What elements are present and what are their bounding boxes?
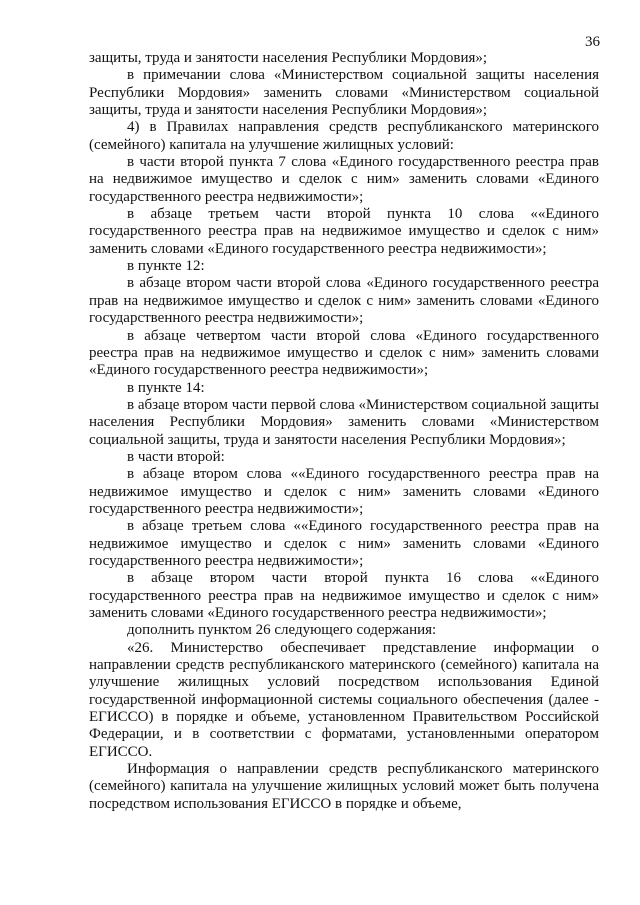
- paragraph: в части второй:: [127, 448, 225, 465]
- paragraph: в абзаце втором части второй слова «Единого государственного реестра прав на недвижимое имущество и сделок с ним» заменить словами «Единого государственного реестра недвижимости»;: [89, 275, 599, 327]
- paragraph: в абзаце втором слова ««Единого государственного реестра прав на недвижимое имущество и сделок с ним» заменить словами «Единого государственного реестра недвижимости»;: [89, 466, 599, 517]
- paragraph: в абзаце третьем слова ««Единого государственного реестра прав на недвижимое имущество и сделок с ним» заменить словами «Единого государственного реестра недвижимости»;: [89, 518, 599, 569]
- paragraph: «26. Министерство обеспечивает представление информации о направлении средств республиканского материнского (семейного) капитала на улучшение жилищных условий посредством использования Единой государственной информационной системы социального обеспечения (далее - ЕГИССО) в порядке и объеме, установленном Правительством Российской Федерации, и в соответствии с форматами, установленными оператором ЕГИССО.: [89, 639, 599, 760]
- paragraph: в абзаце втором части первой слова «Министерством социальной защиты населения Республики Мордовия» заменить словами «Министерством социальной защиты, труда и занятости населения Республики Мордовия»;: [89, 396, 599, 448]
- paragraph: Информация о направлении средств республиканского материнского (семейного) капитала на улучшение жилищных условий может быть получена посредством использования ЕГИССО в порядке и объеме,: [89, 761, 599, 812]
- paragraph: в пункте 12:: [127, 258, 205, 275]
- paragraph: в части второй пункта 7 слова «Единого государственного реестра прав на недвижимое имущество и сделок с ним» заменить словами «Единого государственного реестра недвижимости»;: [89, 154, 599, 205]
- paragraph: дополнить пунктом 26 следующего содержания:: [127, 622, 437, 639]
- page-number: 36: [585, 34, 600, 50]
- document-body: [89, 50, 599, 813]
- paragraph: в примечании слова «Министерством социальной защиты населения Республики Мордовия» заменить словами «Министерством социальной защиты, труда и занятости населения Республики Мордовия»;: [89, 67, 599, 119]
- paragraph-continuation: защиты, труда и занятости населения Республики Мордовия»;: [89, 50, 488, 66]
- paragraph: в абзаце третьем части второй пункта 10 слова ««Единого государственного реестра прав на недвижимое имущество и сделок с ним» заменить словами «Единого государственного реестра недвижимости»;: [89, 206, 599, 257]
- paragraph: в абзаце четвертом части второй слова «Единого государственного реестра прав на недвижимое имущество и сделок с ним» заменить словами «Единого государственного реестра недвижимости»;: [89, 327, 599, 379]
- paragraph: в абзаце втором части второй пункта 16 слова ««Единого государственного реестра прав на недвижимое имущество и сделок с ним» заменить словами «Единого государственного реестра недвижимости»;: [89, 570, 599, 621]
- paragraph: в пункте 14:: [127, 379, 205, 396]
- paragraph: 4) в Правилах направления средств республиканского материнского (семейного) капитала на улучшение жилищных условий:: [89, 119, 599, 153]
